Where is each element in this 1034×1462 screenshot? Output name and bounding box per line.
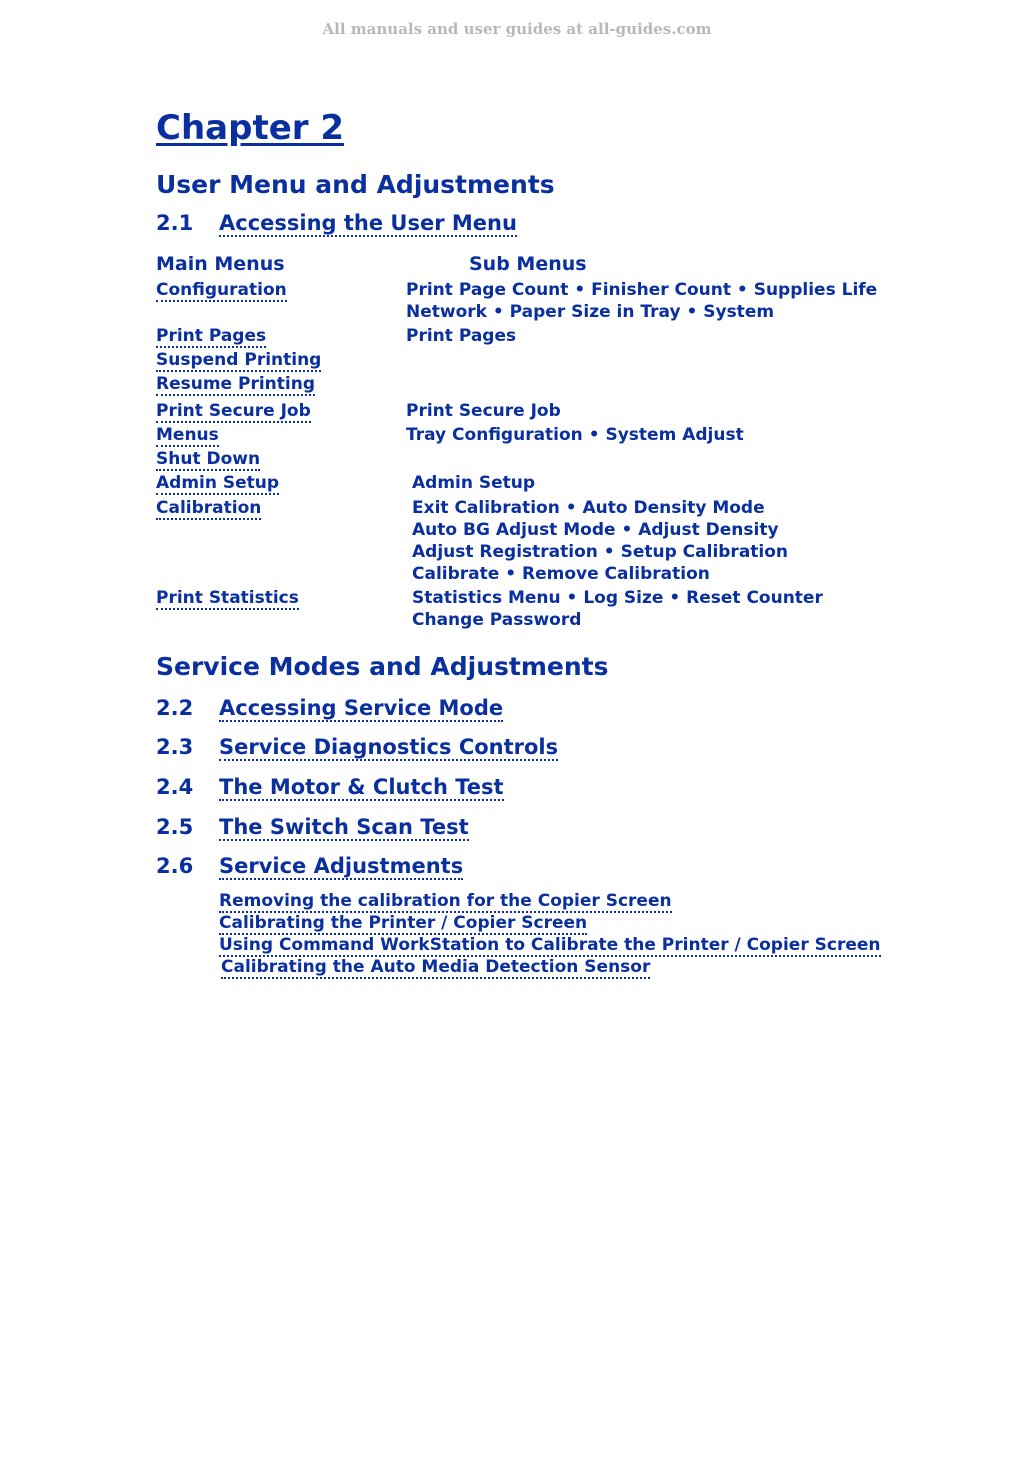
configuration-sub-2: Network • Paper Size in Tray • System: [406, 302, 775, 322]
print-statistics-sub-1: Statistics Menu • Log Size • Reset Counter: [412, 588, 823, 608]
user-menu-heading: User Menu and Adjustments: [156, 170, 555, 199]
print-secure-job-sub: Print Secure Job: [406, 401, 561, 421]
calibration-sub-3: Adjust Registration • Setup Calibration: [412, 542, 789, 562]
link-motor-clutch-test[interactable]: The Motor & Clutch Test: [219, 775, 504, 799]
print-pages-sub: Print Pages: [406, 326, 517, 346]
link-shut-down[interactable]: Shut Down: [156, 449, 261, 469]
link-command-workstation-calibrate[interactable]: Using Command WorkStation to Calibrate the Printer / Copier Screen: [219, 935, 881, 955]
admin-setup-sub: Admin Setup: [412, 473, 536, 493]
link-print-pages[interactable]: Print Pages: [156, 326, 267, 346]
main-menus-header: Main Menus: [156, 253, 285, 275]
link-print-statistics[interactable]: Print Statistics: [156, 588, 299, 608]
calibration-sub-1: Exit Calibration • Auto Density Mode: [412, 498, 765, 518]
configuration-sub-1: Print Page Count • Finisher Count • Supplies Life: [406, 280, 878, 300]
link-auto-media-detection[interactable]: Calibrating the Auto Media Detection Sensor: [221, 957, 651, 977]
link-removing-calibration[interactable]: Removing the calibration for the Copier Screen: [219, 891, 672, 911]
link-service-adjustments[interactable]: Service Adjustments: [219, 854, 464, 878]
link-menus[interactable]: Menus: [156, 425, 219, 445]
menus-sub: Tray Configuration • System Adjust: [406, 425, 744, 445]
link-print-secure-job[interactable]: Print Secure Job: [156, 401, 311, 421]
link-service-diagnostics-controls[interactable]: Service Diagnostics Controls: [219, 735, 559, 759]
section-number-2-3: 2.3: [156, 735, 194, 759]
sub-menus-header: Sub Menus: [469, 253, 587, 275]
section-number-2-4: 2.4: [156, 775, 194, 799]
print-statistics-sub-2: Change Password: [412, 610, 582, 630]
link-admin-setup[interactable]: Admin Setup: [156, 473, 280, 493]
section-number-2-2: 2.2: [156, 696, 194, 720]
section-number-2-5: 2.5: [156, 815, 194, 839]
service-modes-heading: Service Modes and Adjustments: [156, 652, 609, 681]
link-resume-printing[interactable]: Resume Printing: [156, 374, 316, 394]
link-accessing-service-mode[interactable]: Accessing Service Mode: [219, 696, 504, 720]
link-calibrating-printer-copier[interactable]: Calibrating the Printer / Copier Screen: [219, 913, 588, 933]
link-switch-scan-test[interactable]: The Switch Scan Test: [219, 815, 469, 839]
section-number-2-1: 2.1: [156, 211, 194, 235]
calibration-sub-2: Auto BG Adjust Mode • Adjust Density: [412, 520, 779, 540]
watermark: All manuals and user guides at all-guides.com: [322, 20, 712, 38]
link-calibration[interactable]: Calibration: [156, 498, 262, 518]
link-suspend-printing[interactable]: Suspend Printing: [156, 350, 322, 370]
link-configuration[interactable]: Configuration: [156, 280, 287, 300]
link-accessing-user-menu[interactable]: Accessing the User Menu: [219, 211, 517, 235]
calibration-sub-4: Calibrate • Remove Calibration: [412, 564, 710, 584]
chapter-title: Chapter 2: [156, 108, 345, 148]
section-number-2-6: 2.6: [156, 854, 194, 878]
